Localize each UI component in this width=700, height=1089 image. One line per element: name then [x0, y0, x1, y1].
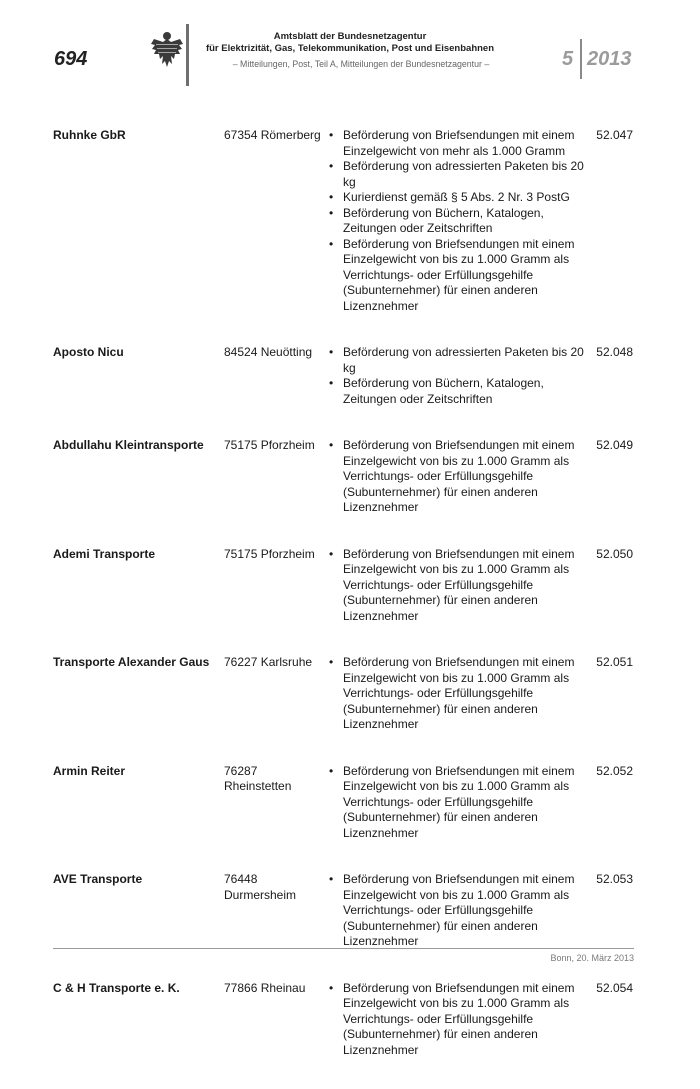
service-item: • Kurierdienst gemäß § 5 Abs. 2 Nr. 3 PostG	[327, 190, 593, 206]
footer-date: Bonn, 20. März 2013	[550, 953, 634, 963]
service-item: • Beförderung von Büchern, Katalogen, Zeitungen oder Zeitschriften	[327, 206, 593, 237]
license-number: 52.048	[596, 345, 633, 359]
company-name: Abdullahu Kleintransporte	[53, 438, 204, 452]
license-number: 52.054	[596, 980, 633, 995]
issue-divider	[580, 39, 582, 79]
company-location: 84524 Neuötting	[224, 345, 313, 359]
company-location: 67354 Römerberg	[224, 128, 321, 142]
license-entry	[53, 128, 633, 314]
federal-eagle-icon	[150, 30, 184, 70]
company-name: Transporte Alexander Gaus	[53, 655, 210, 669]
license-entry	[53, 547, 633, 625]
license-number: 52.050	[596, 546, 633, 561]
company-location: 75175 Pforzheim	[224, 546, 315, 561]
service-item: • Beförderung von Briefsendungen mit einem Einzelgewicht von bis zu 1.000 Gramm als Verrichtungs- oder Erfüllungsgehilfe (Subunternehmer) für einen anderen Lizenznehmer	[327, 981, 593, 1059]
service-list	[327, 981, 593, 1059]
service-item: • Beförderung von Briefsendungen mit einem Einzelgewicht von bis zu 1.000 Gramm als Verrichtungs- oder Erfüllungsgehilfe (Subunternehmer) für einen anderen Lizenznehmer	[327, 764, 593, 842]
service-item: • Beförderung von Briefsendungen mit einem Einzelgewicht von bis zu 1.000 Gramm als Verrichtungs- oder Erfüllungsgehilfe (Subunternehmer) für einen anderen Lizenznehmer	[327, 438, 593, 516]
company-name: AVE Transporte	[53, 872, 143, 886]
license-list	[53, 128, 633, 1089]
company-location: 76227 Karlsruhe	[224, 655, 313, 669]
company-name: Ruhnke GbR	[53, 128, 126, 142]
publisher-line-1: Amtsblatt der Bundesnetzagentur	[273, 31, 427, 42]
company-name: Armin Reiter	[53, 763, 126, 778]
service-item: • Beförderung von Briefsendungen mit einem Einzelgewicht von bis zu 1.000 Gramm als Verrichtungs- oder Erfüllungsgehilfe (Subunternehmer) für einen anderen Lizenznehmer	[327, 547, 593, 625]
license-number: 52.049	[596, 438, 633, 452]
service-item: • Beförderung von adressierten Paketen bis 20 kg	[327, 159, 593, 190]
publication-subtitle: – Mitteilungen, Post, Teil A, Mitteilungen der Bundesnetzagentur –	[232, 59, 490, 69]
service-list	[327, 128, 593, 314]
license-number: 52.053	[596, 872, 633, 886]
issue-year: 2013	[587, 48, 632, 70]
company-name: Ademi Transporte	[53, 546, 156, 561]
service-item: • Beförderung von adressierten Paketen bis 20 kg	[327, 345, 593, 376]
service-list	[327, 438, 593, 516]
license-entry	[53, 981, 633, 1059]
service-item: • Beförderung von Briefsendungen mit einem Einzelgewicht von bis zu 1.000 Gramm als Verrichtungs- oder Erfüllungsgehilfe (Subunternehmer) für einen anderen Lizenznehmer	[327, 237, 593, 315]
service-item: • Beförderung von Briefsendungen mit einem Einzelgewicht von bis zu 1.000 Gramm als Verrichtungs- oder Erfüllungsgehilfe (Subunternehmer) für einen anderen Lizenznehmer	[327, 872, 593, 950]
license-entry	[53, 872, 633, 950]
service-item: • Beförderung von Briefsendungen mit einem Einzelgewicht von mehr als 1.000 Gramm	[327, 128, 593, 159]
footer-divider	[53, 948, 634, 949]
page-number: 694	[54, 48, 88, 70]
license-number: 52.051	[596, 655, 633, 669]
publisher-title	[200, 31, 500, 55]
license-number: 52.047	[596, 128, 633, 142]
company-name: Aposto Nicu	[53, 345, 124, 359]
header-divider	[186, 24, 189, 86]
company-location: 75175 Pforzheim	[224, 438, 315, 452]
company-name: C & H Transporte e. K.	[53, 980, 180, 995]
service-list	[327, 345, 593, 407]
company-location: 76448 Durmersheim	[224, 872, 297, 902]
service-item: • Beförderung von Briefsendungen mit einem Einzelgewicht von bis zu 1.000 Gramm als Verrichtungs- oder Erfüllungsgehilfe (Subunternehmer) für einen anderen Lizenznehmer	[327, 655, 593, 733]
license-entry	[53, 345, 633, 407]
service-list	[327, 764, 593, 842]
license-entry	[53, 655, 633, 733]
license-entry	[53, 764, 633, 842]
company-location: 77866 Rheinau	[224, 980, 306, 995]
license-number: 52.052	[596, 763, 633, 778]
service-list	[327, 872, 593, 950]
service-list	[327, 655, 593, 733]
issue-number: 5	[562, 48, 574, 70]
service-list	[327, 547, 593, 625]
service-item: • Beförderung von Büchern, Katalogen, Zeitungen oder Zeitschriften	[327, 376, 593, 407]
publisher-line-2: für Elektrizität, Gas, Telekommunikation, Post und Eisenbahnen	[205, 43, 495, 54]
license-entry	[53, 438, 633, 516]
company-location: 76287 Rheinstetten	[224, 763, 292, 793]
